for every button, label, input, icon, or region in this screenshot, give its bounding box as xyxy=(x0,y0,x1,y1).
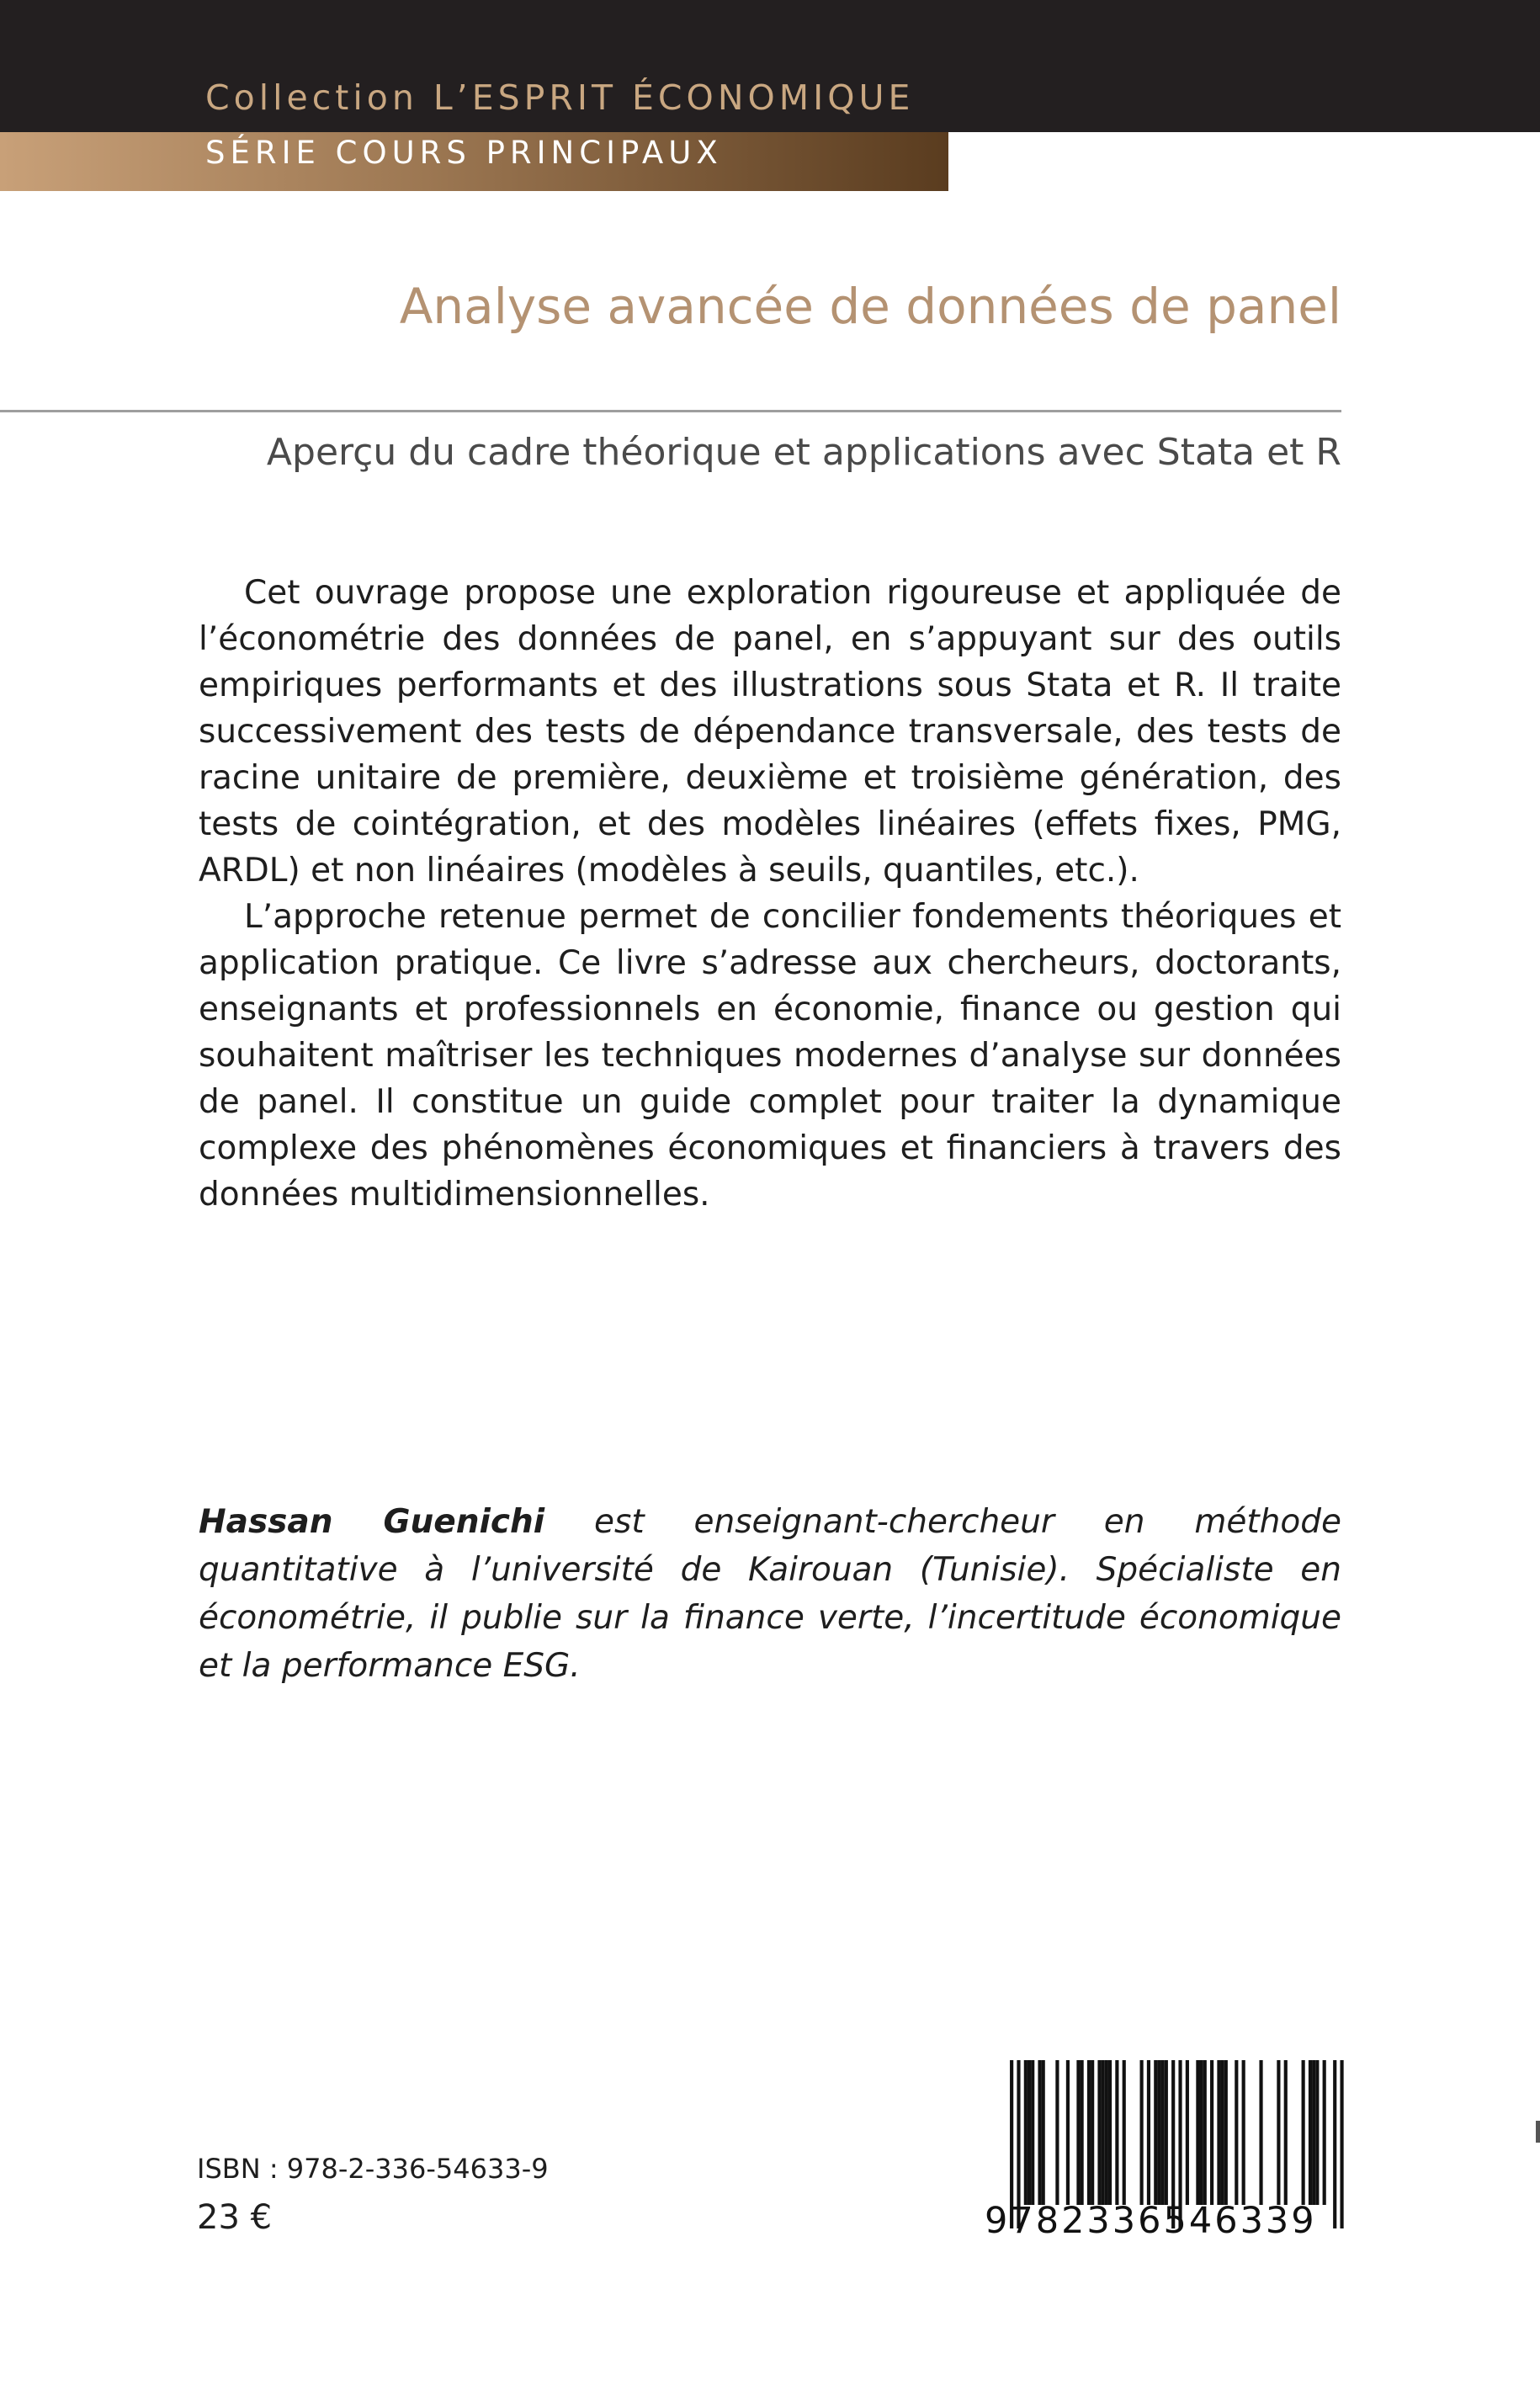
barcode-bar xyxy=(1235,2060,1238,2205)
barcode-bar xyxy=(1302,2060,1305,2205)
barcode-bar xyxy=(1199,2060,1203,2205)
barcode-bar xyxy=(1340,2060,1343,2228)
barcode-bar xyxy=(1091,2060,1094,2205)
author-bio-text: est enseignant-chercheur en méthode quantitative à l’université de Kairouan (Tunisie). Spécialiste en économétrie, il publie sur la finance verte, l’incertitude économique et la performance ESG. xyxy=(199,1503,1341,1685)
barcode-bar xyxy=(1042,2060,1045,2205)
barcode-bar xyxy=(1157,2060,1160,2205)
description-paragraph: Cet ouvrage propose une exploration rigoureuse et appliquée de l’économétrie des données de panel, en s’appuyant sur des outils empiriques performants et des illustrations sous Stata et R. Il traite successivement des tests de dépendance transversale, des tests de racine unitaire de première, deuxième et troisième génération, des tests de cointégration, et des modèles linéaires (effets fixes, PMG, ARDL) et non linéaires (modèles à seuils, quantiles, etc.). xyxy=(199,574,1341,890)
barcode-bar xyxy=(1066,2060,1070,2205)
isbn: ISBN : 978-2-336-54633-9 xyxy=(197,2153,549,2185)
barcode-bar xyxy=(1315,2060,1319,2205)
barcode-bar xyxy=(1186,2060,1189,2205)
barcode-bar xyxy=(1105,2060,1108,2205)
barcode-bar xyxy=(1024,2060,1028,2205)
barcode-bar xyxy=(1147,2060,1150,2205)
barcode-bar xyxy=(1123,2060,1126,2205)
price: 23 € xyxy=(197,2198,273,2237)
barcode-bar xyxy=(1312,2060,1315,2205)
edge-mark xyxy=(1536,2121,1540,2143)
barcode-bar xyxy=(1196,2060,1199,2205)
author-name: Hassan Guenichi xyxy=(199,1503,545,1541)
barcode-bar xyxy=(1221,2060,1224,2205)
barcode-bar xyxy=(1161,2060,1165,2205)
barcode-bar xyxy=(1108,2060,1112,2205)
barcode-bar xyxy=(1076,2060,1080,2205)
barcode-bar xyxy=(1028,2060,1031,2205)
barcode-bar xyxy=(1031,2060,1034,2205)
barcode-bar xyxy=(1087,2060,1091,2205)
barcode-bar xyxy=(1115,2060,1118,2205)
barcode-bar xyxy=(1217,2060,1220,2205)
barcode-bar xyxy=(1081,2060,1084,2205)
barcode-bar xyxy=(1097,2060,1101,2205)
series-label: SÉRIE COURS PRINCIPAUX xyxy=(205,135,723,171)
description-paragraph: L’approche retenue permet de concilier fondements théoriques et application pratique. Ce livre s’adresse aux chercheurs, doctorants, enseignants et professionnels en économie, finance ou gestion qui souhaitent maîtriser les techniques modernes d’analyse sur données de panel. Il constitue un guide complet pour traiter la dynamique complexe des phénomènes économiques et financiers à travers des données multidimensionnelles. xyxy=(199,898,1341,1214)
barcode-bar xyxy=(1203,2060,1207,2205)
author-bio xyxy=(199,1498,1341,1690)
description xyxy=(199,570,1341,1218)
book-title: Analyse avancée de données de panel xyxy=(399,278,1341,335)
book-subtitle: Aperçu du cadre théorique et applications avec Stata et R xyxy=(266,431,1341,474)
barcode-bar xyxy=(1242,2060,1245,2205)
barcode-bar xyxy=(1284,2060,1288,2205)
barcode-bar xyxy=(1210,2060,1213,2205)
barcode-bar xyxy=(1309,2060,1312,2205)
barcode-bar xyxy=(1102,2060,1105,2205)
barcode-bar xyxy=(1224,2060,1228,2205)
barcode-bar xyxy=(1259,2060,1262,2205)
barcode-bar xyxy=(1277,2060,1280,2205)
barcode-digits: 9782336546339 xyxy=(985,2200,1317,2242)
barcode-bar xyxy=(1165,2060,1168,2205)
barcode-bar xyxy=(1038,2060,1041,2205)
collection-label: Collection L’ESPRIT ÉCONOMIQUE xyxy=(205,77,915,118)
barcode-bar xyxy=(1154,2060,1157,2205)
barcode-bar xyxy=(1140,2060,1144,2205)
barcode-bar xyxy=(1055,2060,1059,2205)
title-divider xyxy=(0,410,1341,412)
barcode-bar xyxy=(1323,2060,1326,2205)
